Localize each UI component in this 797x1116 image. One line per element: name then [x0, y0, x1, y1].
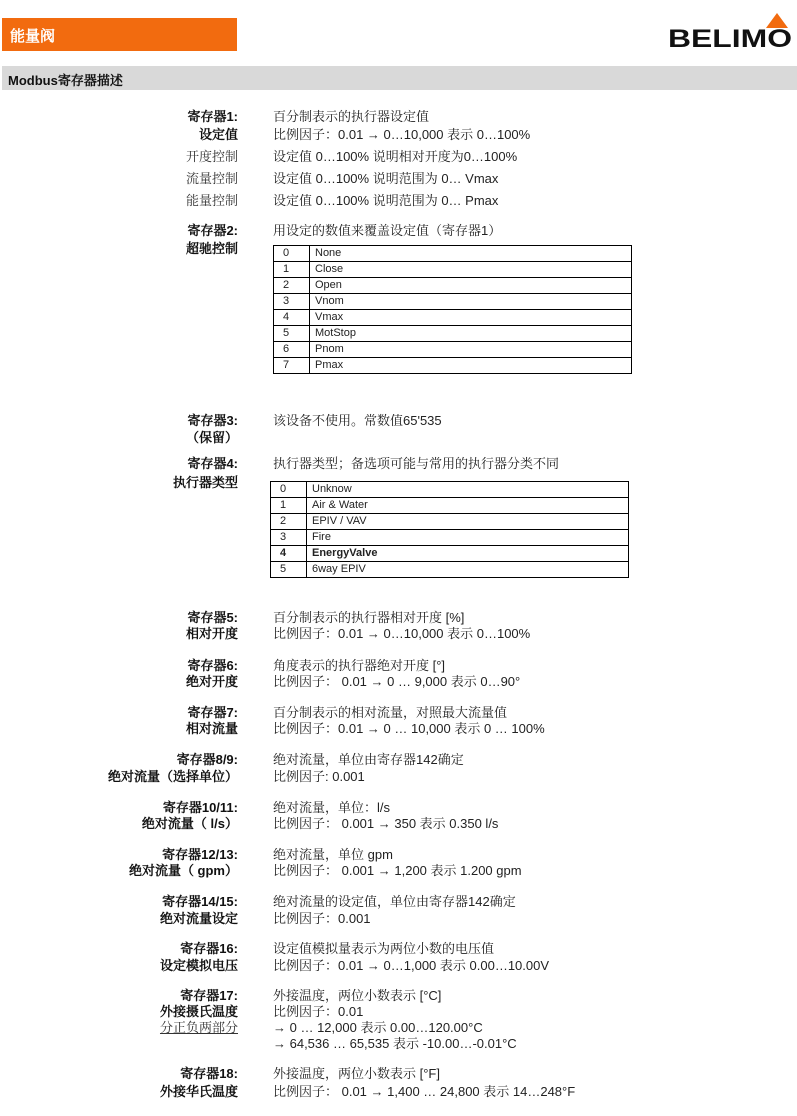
reg14-sub: 绝对流量设定: [159, 911, 238, 926]
reg10-line1: 绝对流量，单位：l/s: [273, 800, 391, 815]
table-row: [271, 546, 629, 562]
reg1-mode-label: 能量控制: [185, 193, 238, 208]
reg3-name: 寄存器3:: [187, 413, 238, 428]
table-cell-code: 0: [271, 482, 307, 498]
reg1-mode-text: 设定值 0…100% 说明相对开度为0…100%: [273, 149, 518, 164]
reg6-line2: 比例因子： 0.01 → 0 … 9,000 表示 0…90°: [273, 674, 521, 689]
reg2-sub: 超驰控制: [185, 241, 238, 256]
table-cell-code: 7: [274, 358, 310, 374]
table-cell-value: Close: [310, 262, 632, 278]
reg12-line2: 比例因子： 0.001 → 1,200 表示 1.200 gpm: [273, 863, 522, 878]
reg17-name: 寄存器17:: [180, 988, 238, 1003]
reg12-sub: 绝对流量（ gpm）: [128, 863, 238, 878]
reg18-line2: 比例因子： 0.01 → 1,400 … 24,800 表示 14…248°F: [273, 1084, 576, 1099]
reg5-name: 寄存器5:: [187, 610, 238, 625]
reg5-sub: 相对开度: [185, 626, 238, 641]
reg8-line2: 比例因子: 0.001: [273, 769, 365, 784]
table-cell-code: 1: [274, 262, 310, 278]
reg1-sub: 设定值: [198, 127, 238, 142]
reg1-mode-text: 设定值 0…100% 说明范围为 0… Vmax: [273, 171, 499, 186]
reg18-sub: 外接华氏温度: [159, 1084, 238, 1099]
reg1-line2: 比例因子：0.01 → 0…10,000 表示 0…100%: [273, 127, 531, 142]
table-row: [271, 482, 629, 498]
reg7-line1: 百分制表示的相对流量，对照最大流量值: [273, 705, 508, 720]
table-cell-value: Pnom: [310, 342, 632, 358]
table-row: [274, 278, 632, 294]
table-cell-value: Pmax: [310, 358, 632, 374]
reg7-sub: 相对流量: [185, 721, 238, 736]
reg1-mode-label: 流量控制: [185, 171, 238, 186]
reg10-sub: 绝对流量（ l/s）: [141, 816, 238, 831]
page-title: 能量阀: [10, 28, 56, 45]
table-row: [271, 514, 629, 530]
reg6-name: 寄存器6:: [187, 658, 238, 673]
table-cell-value: Fire: [307, 530, 629, 546]
table-cell-code: 2: [271, 514, 307, 530]
reg6-sub: 绝对开度: [185, 674, 238, 689]
reg2-line1: 用设定的数值来覆盖设定值（寄存器1）: [273, 223, 502, 238]
reg17-note: 分正负两部分: [159, 1020, 238, 1035]
reg8-name: 寄存器8/9:: [176, 752, 238, 767]
section-title: Modbus寄存器描述: [8, 73, 123, 88]
table-cell-value: Unknow: [307, 482, 629, 498]
table-cell-value: EPIV / VAV: [307, 514, 629, 530]
table-row: [271, 562, 629, 578]
reg8-line1: 绝对流量，单位由寄存器142确定: [273, 752, 464, 767]
reg16-line1: 设定值模拟量表示为两位小数的电压值: [273, 941, 495, 956]
table-cell-code: 3: [274, 294, 310, 310]
reg12-name: 寄存器12/13:: [162, 847, 238, 862]
table-cell-value: MotStop: [310, 326, 632, 342]
table-row: [271, 498, 629, 514]
reg16-line2: 比例因子：0.01 → 0…1,000 表示 0.00…10.00V: [273, 958, 550, 973]
reg6-line1: 角度表示的执行器绝对开度 [°]: [273, 658, 446, 673]
table-row: [274, 246, 632, 262]
table-row: [274, 294, 632, 310]
reg16-name: 寄存器16:: [180, 941, 238, 956]
reg12-line1: 绝对流量，单位 gpm: [273, 847, 393, 862]
reg4-name: 寄存器4:: [187, 456, 238, 471]
table-cell-value: 6way EPIV: [307, 562, 629, 578]
reg17-line2: 比例因子：0.01: [273, 1004, 364, 1019]
reg17-line1: 外接温度，两位小数表示 [°C]: [273, 988, 442, 1003]
reg5-line2: 比例因子：0.01 → 0…10,000 表示 0…100%: [273, 626, 531, 641]
table-cell-code: 1: [271, 498, 307, 514]
table-row: [274, 342, 632, 358]
table-cell-value: Air & Water: [307, 498, 629, 514]
reg7-name: 寄存器7:: [187, 705, 238, 720]
reg18-line1: 外接温度，两位小数表示 [°F]: [273, 1066, 440, 1081]
reg14-line2: 比例因子：0.001: [273, 911, 371, 926]
reg14-line1: 绝对流量的设定值，单位由寄存器142确定: [273, 894, 516, 909]
reg17-line4: → 64,536 … 65,535 表示 -10.00…-0.01°C: [273, 1036, 517, 1051]
table-cell-code: 0: [274, 246, 310, 262]
svg-text:BELIMO: BELIMO: [668, 25, 792, 50]
reg4-line1: 执行器类型；备选项可能与常用的执行器分类不同: [273, 456, 560, 471]
table-cell-value: Vmax: [310, 310, 632, 326]
table-cell-code: 5: [271, 562, 307, 578]
table-row: [274, 310, 632, 326]
table-row: [274, 326, 632, 342]
reg8-sub: 绝对流量（选择单位）: [107, 769, 238, 784]
reg3-line1: 该设备不使用。常数值65'535: [273, 413, 442, 428]
reg4-sub: 执行器类型: [172, 475, 238, 490]
table-cell-code: 6: [274, 342, 310, 358]
reg17-sub: 外接摄氏温度: [159, 1004, 238, 1019]
reg16-sub: 设定模拟电压: [159, 958, 238, 973]
reg1-name: 寄存器1:: [187, 109, 238, 124]
reg1-line1: 百分制表示的执行器设定值: [273, 109, 430, 124]
table-cell-value: Open: [310, 278, 632, 294]
table-cell-value: Vnom: [310, 294, 632, 310]
table-cell-code: 5: [274, 326, 310, 342]
table-cell-value: EnergyValve: [307, 546, 629, 562]
table-row: [274, 358, 632, 374]
reg2-name: 寄存器2:: [187, 223, 238, 238]
table-cell-code: 2: [274, 278, 310, 294]
reg7-line2: 比例因子：0.01 → 0 … 10,000 表示 0 … 100%: [273, 721, 545, 736]
belimo-logo: [668, 10, 793, 50]
reg4-actuator-type-table: [270, 481, 629, 578]
table-cell-code: 4: [271, 546, 307, 562]
table-row: [271, 530, 629, 546]
reg3-sub: （保留）: [185, 430, 238, 445]
reg14-name: 寄存器14/15:: [162, 894, 238, 909]
reg1-mode-text: 设定值 0…100% 说明范围为 0… Pmax: [273, 193, 499, 208]
reg1-mode-label: 开度控制: [185, 149, 238, 164]
reg2-override-table: [273, 245, 632, 374]
table-cell-code: 4: [274, 310, 310, 326]
table-cell-code: 3: [271, 530, 307, 546]
reg10-name: 寄存器10/11:: [162, 800, 238, 815]
reg5-line1: 百分制表示的执行器相对开度 [%]: [273, 610, 465, 625]
table-cell-value: None: [310, 246, 632, 262]
reg10-line2: 比例因子： 0.001 → 350 表示 0.350 l/s: [273, 816, 499, 831]
table-row: [274, 262, 632, 278]
reg17-line3: → 0 … 12,000 表示 0.00…120.00°C: [273, 1020, 483, 1035]
reg18-name: 寄存器18:: [180, 1066, 238, 1081]
